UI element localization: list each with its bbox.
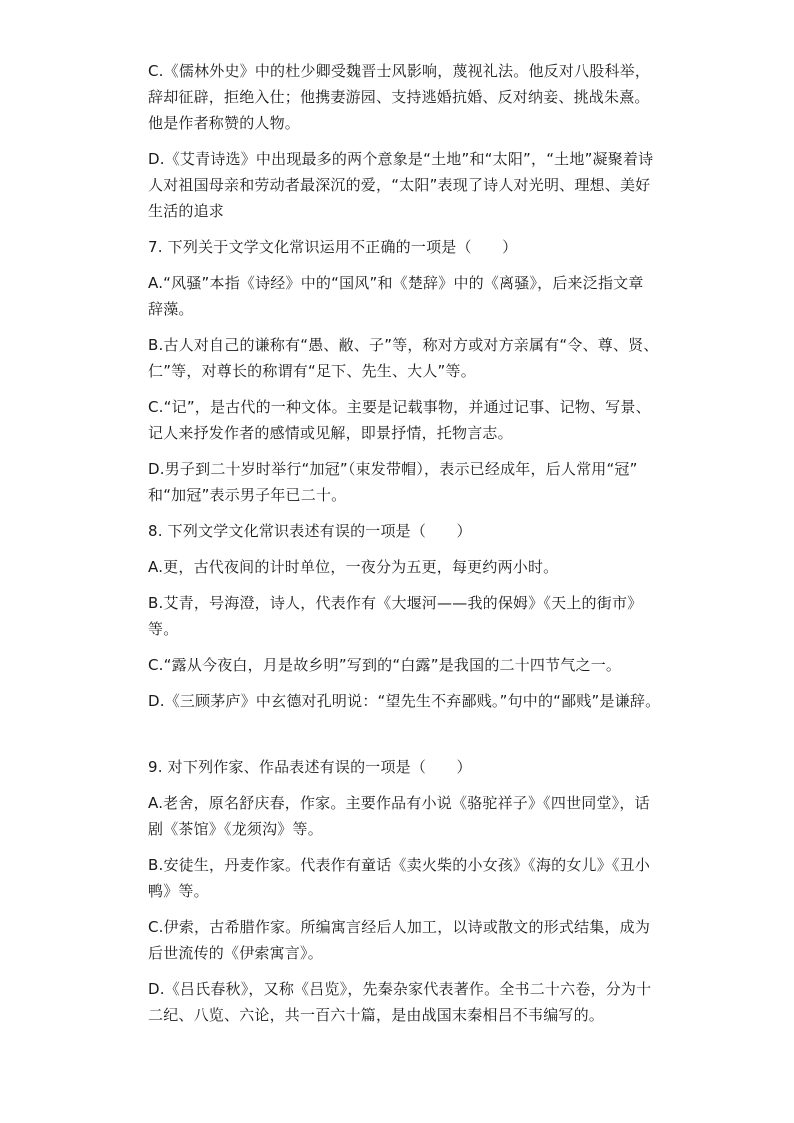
q9-option-c: [148, 914, 688, 966]
text-line: 辞藻。: [148, 300, 194, 318]
text-line: C.“记”，是古代的一种文体。主要是记载事物，并通过记事、记物、写景、: [148, 398, 651, 416]
text-line: 鸭》等。: [148, 882, 209, 900]
text-line: 和“加冠”表示男子年已二十。: [148, 486, 347, 504]
text-line: 仁”等，对尊长的称谓有“足下、先生、大人”等。: [148, 362, 476, 380]
q8-option-a: [148, 554, 688, 580]
q9-option-b: [148, 852, 688, 904]
q7-option-c: [148, 394, 688, 446]
text-line: 后世流传的《伊索寓言》。: [148, 944, 323, 962]
section-spacer: [148, 724, 688, 754]
q6-option-d: [148, 146, 688, 224]
q7-option-b: [148, 332, 688, 384]
text-line: D.《吕氏春秋》，又称《吕览》，先秦杂家代表著作。全书二十六卷，分为十: [148, 980, 652, 998]
text-line: C.《儒林外史》中的杜少卿受魏晋士风影响，蔑视礼法。他反对八股科举，: [148, 62, 651, 80]
text-line: 他是作者称赞的人物。: [148, 114, 301, 132]
question-title: 9. 对下列作家、作品表述有误的一项是（ ）: [148, 758, 472, 776]
q7-option-d: [148, 456, 688, 508]
text-line: B.艾青，号海澄，诗人，代表作有《大堰河——我的保姆》《天上的街市》: [148, 594, 643, 612]
question-title: 7. 下列关于文学文化常识运用不正确的一项是（ ）: [148, 238, 518, 256]
text-line: A.“风骚”本指《诗经》中的“国风”和《楚辞》中的《离骚》，后来泛指文章: [148, 274, 644, 292]
q9-option-d: [148, 976, 688, 1028]
text-line: 等。: [148, 620, 179, 638]
text-line: 记人来抒发作者的感情或见解，即景抒情，托物言志。: [148, 424, 513, 442]
document-page: [148, 58, 688, 1038]
text-line: 生活的追求: [148, 202, 225, 220]
q9-stem: [148, 754, 688, 780]
text-line: C.“露从今夜白，月是故乡明”写到的“白露”是我国的二十四节气之一。: [148, 656, 622, 674]
text-line: 二纪、八览、六论，共一百六十篇，是由战国末秦相吕不韦编写的。: [148, 1006, 605, 1024]
q9-option-a: [148, 790, 688, 842]
text-line: A.老舍，原名舒庆春，作家。主要作品有小说《骆驼祥子》《四世同堂》，话: [148, 794, 650, 812]
q8-stem: [148, 518, 688, 544]
text-line: D.《三顾茅庐》中玄德对孔明说：“望先生不弃鄙贱。”句中的“鄙贱”是谦辞。: [148, 692, 661, 710]
q7-option-a: [148, 270, 688, 322]
text-line: A.更，古代夜间的计时单位，一夜分为五更，每更约两小时。: [148, 558, 559, 576]
q6-option-c: [148, 58, 688, 136]
text-line: B.安徒生，丹麦作家。代表作有童话《卖火柴的小女孩》《海的女儿》《丑小: [148, 856, 651, 874]
text-line: 人对祖国母亲和劳动者最深沉的爱，“太阳”表现了诗人对光明、理想、美好: [148, 176, 651, 194]
text-line: B.古人对自己的谦称有“愚、敝、子”等，称对方或对方亲属有“令、尊、贤、: [148, 336, 659, 354]
text-line: 辞却征辟，拒绝入仕；他携妻游园、支持逃婚抗婚、反对纳妾、挑战朱熹。: [148, 88, 650, 106]
q8-option-c: [148, 652, 688, 678]
text-line: D.《艾青诗选》中出现最多的两个意象是“土地”和“太阳”，“土地”凝聚着诗: [148, 150, 654, 168]
q8-option-b: [148, 590, 688, 642]
q7-stem: [148, 234, 688, 260]
question-title: 8. 下列文学文化常识表述有误的一项是（ ）: [148, 522, 472, 540]
text-line: 剧《茶馆》《龙须沟》等。: [148, 820, 323, 838]
q8-option-d: [148, 688, 688, 714]
text-line: D.男子到二十岁时举行“加冠”（束发带帽），表示已经成年，后人常用“冠”: [148, 460, 638, 478]
text-line: C.伊索，古希腊作家。所编寓言经后人加工，以诗或散文的形式结集，成为: [148, 918, 651, 936]
